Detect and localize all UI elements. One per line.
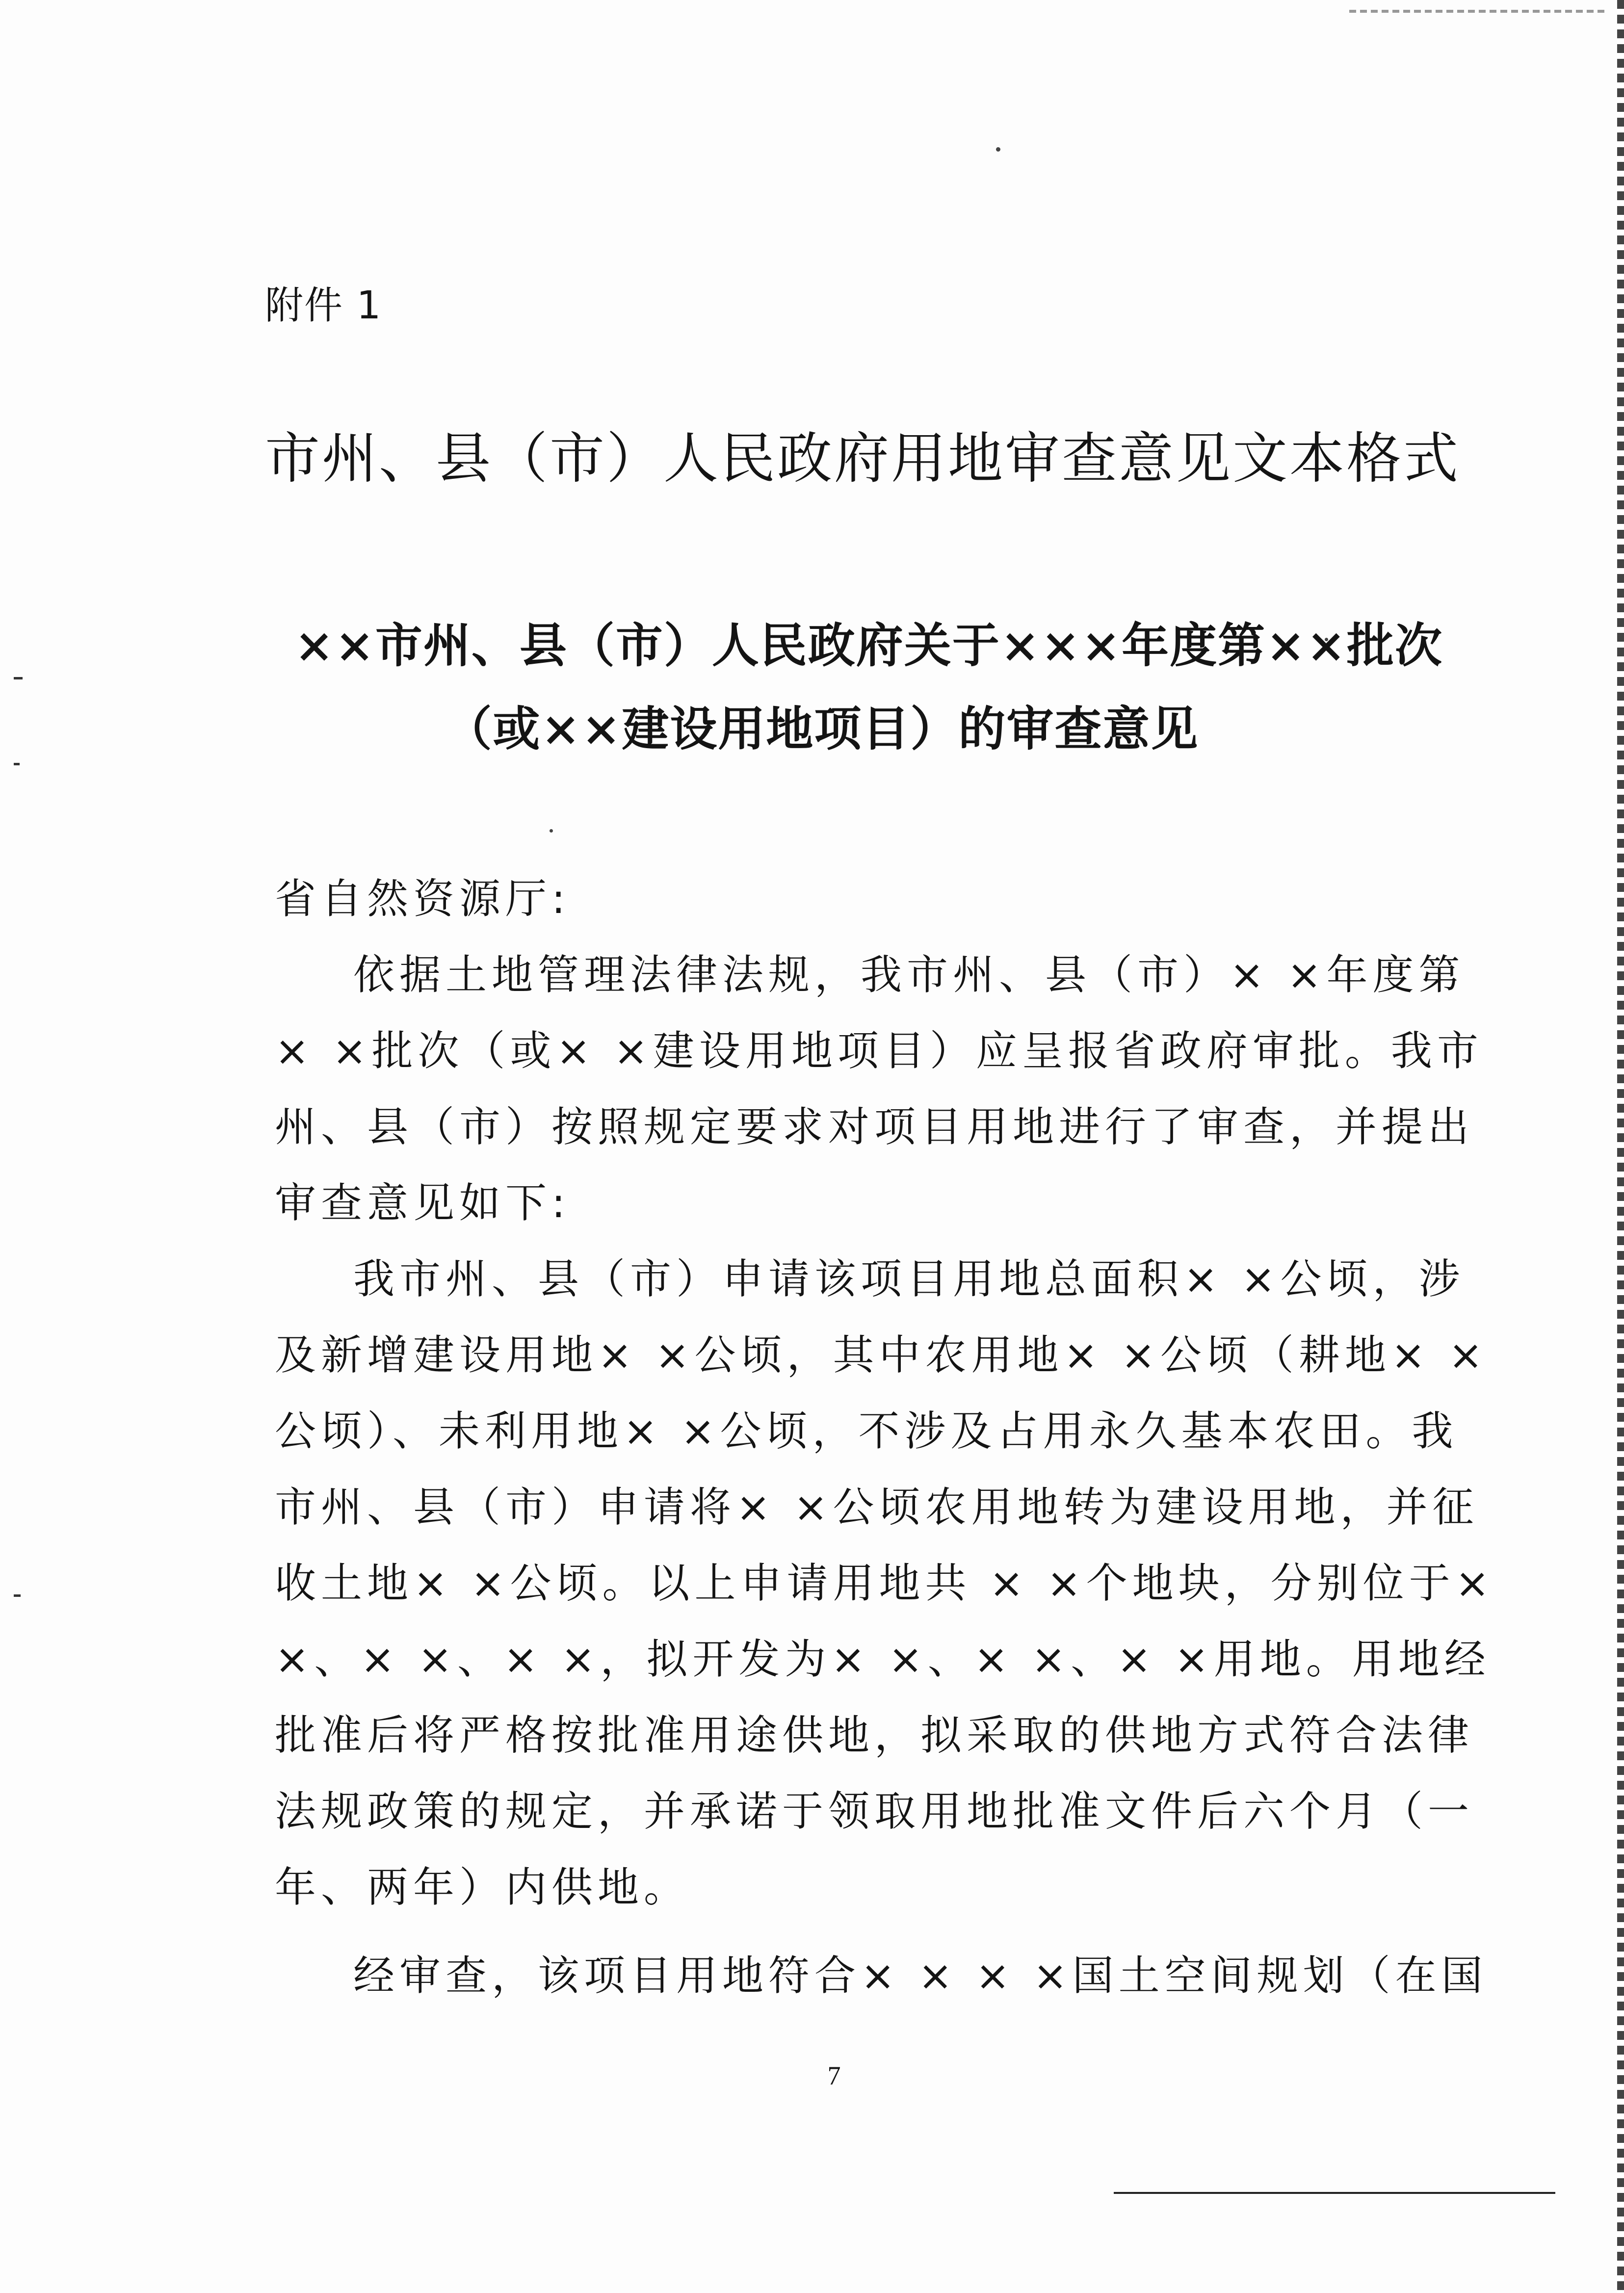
page-number: 7 [827, 2061, 841, 2090]
subtitle-line-1: ××市州、县（市）人民政府关于×××年度第××批次 [294, 618, 1443, 673]
scan-margin-mark [14, 677, 23, 679]
body-line: 州、县（市）按照规定要求对项目用地进行了审查，并提出 [275, 1103, 1474, 1151]
addressee: 省自然资源厅: [275, 875, 571, 923]
body-line: 审查意见如下: [275, 1179, 571, 1227]
body-line: 批准后将严格按批准用途供地，拟采取的供地方式符合法律 [275, 1711, 1474, 1759]
document-title: 市州、县（市）人民政府用地审查意见文本格式 [265, 427, 1460, 491]
scan-speck [550, 829, 553, 833]
scan-speck [996, 147, 1000, 152]
scan-margin-mark [14, 1594, 21, 1597]
body-line: × ×批次（或× ×建设用地项目）应呈报省政府审批。我市 [275, 1027, 1483, 1075]
attachment-label: 附件 1 [265, 284, 382, 328]
body-line: 依据土地管理法律法规，我市州、县（市）× ×年度第 [353, 951, 1465, 999]
body-line: ×、× ×、× ×，拟开发为× ×、× ×、× ×用地。用地经 [275, 1635, 1491, 1683]
scan-margin-mark [14, 763, 20, 765]
body-line: 市州、县（市）申请将× ×公顷农用地转为建设用地，并征 [275, 1483, 1479, 1531]
footer-rule [1114, 2192, 1555, 2194]
body-line: 及新增建设用地× ×公顷，其中农用地× ×公顷（耕地× × [275, 1331, 1488, 1379]
scan-top-artifact [1349, 10, 1604, 13]
subtitle-line-2: （或××建设用地项目）的审查意见 [445, 701, 1199, 756]
body-line: 公顷）、未利用地× ×公顷，不涉及占用永久基本农田。我 [275, 1407, 1458, 1455]
body-line: 我市州、县（市）申请该项目用地总面积× ×公顷，涉 [353, 1255, 1465, 1303]
scan-edge-artifact [1617, 0, 1624, 2293]
body-line: 经审查，该项目用地符合× × × ×国土空间规划（在国 [353, 1952, 1488, 2000]
body-line: 收土地× ×公顷。以上申请用地共 × ×个地块，分别位于× [275, 1559, 1495, 1607]
body-line: 年、两年）内供地。 [275, 1863, 690, 1911]
body-line: 法规政策的规定，并承诺于领取用地批准文件后六个月（一 [275, 1787, 1474, 1835]
